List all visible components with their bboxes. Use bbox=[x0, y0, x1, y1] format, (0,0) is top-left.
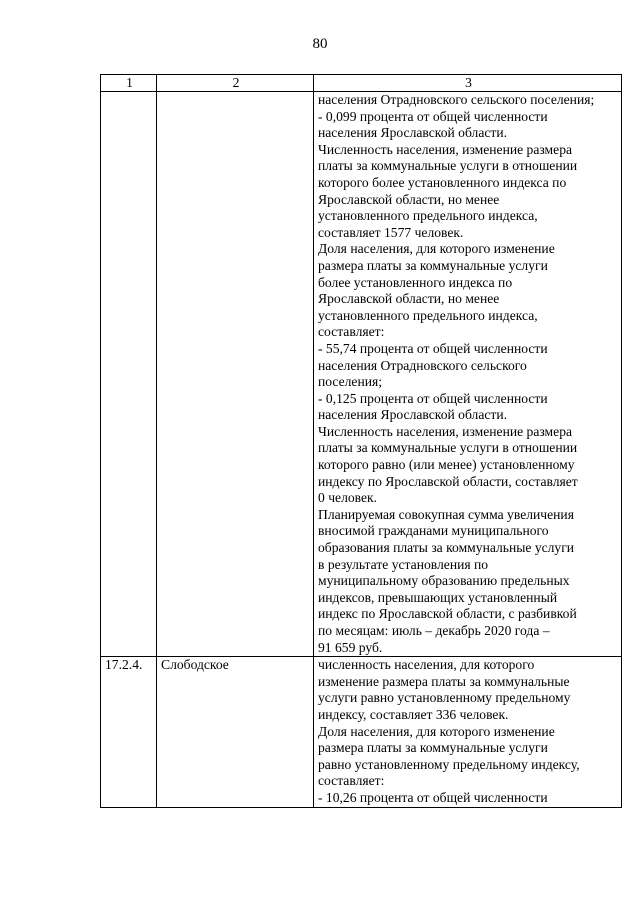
description-line: Ярославской области, но менее bbox=[318, 191, 500, 207]
description-line: - 10,26 процента от общей численности bbox=[318, 789, 548, 805]
description-cell bbox=[314, 657, 622, 807]
description-line: которого равно (или менее) установленному bbox=[318, 457, 575, 473]
description-line: Доля населения, для которого изменение bbox=[318, 241, 555, 257]
description-line: Доля населения, для которого изменение bbox=[318, 723, 555, 739]
description-line: которого более установленного индекса по bbox=[318, 174, 567, 190]
row-number: 17.2.4. bbox=[105, 657, 143, 673]
description-line: размера платы за коммунальные услуги bbox=[318, 740, 548, 756]
description-line: населения Отрадновского сельского поселения; bbox=[318, 92, 595, 107]
column-header-2: 2 bbox=[157, 75, 314, 92]
description-line: изменение размера платы за коммунальные bbox=[318, 673, 570, 689]
table-row bbox=[101, 657, 622, 807]
document-table bbox=[100, 74, 622, 808]
column-header-3: 3 bbox=[314, 75, 622, 92]
description-line: платы за коммунальные услуги в отношении bbox=[318, 440, 578, 456]
row-number-cell bbox=[101, 92, 157, 657]
description-line: платы за коммунальные услуги в отношении bbox=[318, 158, 578, 174]
description-line: установленного предельного индекса, bbox=[318, 208, 538, 224]
description-line: составляет: bbox=[318, 324, 385, 340]
description-line: населения Отрадновского сельского bbox=[318, 357, 527, 373]
description-line: - 0,099 процента от общей численности bbox=[318, 108, 548, 124]
description-line: 0 человек. bbox=[318, 490, 378, 506]
column-header-1: 1 bbox=[101, 75, 157, 92]
description-line: установленного предельного индекса, bbox=[318, 307, 538, 323]
description-line: муниципальному образованию предельных bbox=[318, 573, 570, 589]
description-line: численность населения, для которого bbox=[318, 657, 535, 673]
table-header-row bbox=[101, 75, 622, 92]
description-line: поселения; bbox=[318, 374, 383, 390]
row-number-cell bbox=[101, 657, 157, 807]
description-line: в результате установления по bbox=[318, 556, 489, 572]
description-line: образования платы за коммунальные услуги bbox=[318, 540, 575, 556]
description-line: - 0,125 процента от общей численности bbox=[318, 390, 548, 406]
description-line: Ярославской области, но менее bbox=[318, 291, 500, 307]
municipality-name: Слободское bbox=[161, 657, 229, 673]
description-line: индексу по Ярославской области, составляет bbox=[318, 473, 578, 489]
page-number: 80 bbox=[312, 36, 328, 52]
description-line: населения Ярославской области. bbox=[318, 125, 508, 141]
description-line: населения Ярославской области. bbox=[318, 407, 508, 423]
description-line: Планируемая совокупная сумма увеличения bbox=[318, 506, 574, 522]
table-row bbox=[101, 92, 622, 657]
municipality-cell bbox=[157, 92, 314, 657]
description-line: индексу, составляет 336 человек. bbox=[318, 706, 509, 722]
description-line: вносимой гражданами муниципального bbox=[318, 523, 549, 539]
description-line: равно установленному предельному индексу, bbox=[318, 756, 580, 772]
description-line: размера платы за коммунальные услуги bbox=[318, 257, 548, 273]
description-line: 91 659 руб. bbox=[318, 639, 383, 655]
description-line: составляет: bbox=[318, 773, 385, 789]
description-cell bbox=[314, 92, 622, 657]
municipality-cell bbox=[157, 657, 314, 807]
description-line: Численность населения, изменение размера bbox=[318, 141, 573, 157]
description-line: индекс по Ярославской области, с разбивкой bbox=[318, 606, 577, 622]
description-line: по месяцам: июль – декабрь 2020 года – bbox=[318, 623, 550, 638]
description-line: - 55,74 процента от общей численности bbox=[318, 340, 548, 356]
description-line: более установленного индекса по bbox=[318, 274, 513, 290]
description-line: услуги равно установленному предельному bbox=[318, 690, 571, 706]
description-line: индексов, превышающих установленный bbox=[318, 589, 558, 605]
description-line: составляет 1577 человек. bbox=[318, 224, 464, 240]
description-line: Численность населения, изменение размера bbox=[318, 423, 573, 439]
